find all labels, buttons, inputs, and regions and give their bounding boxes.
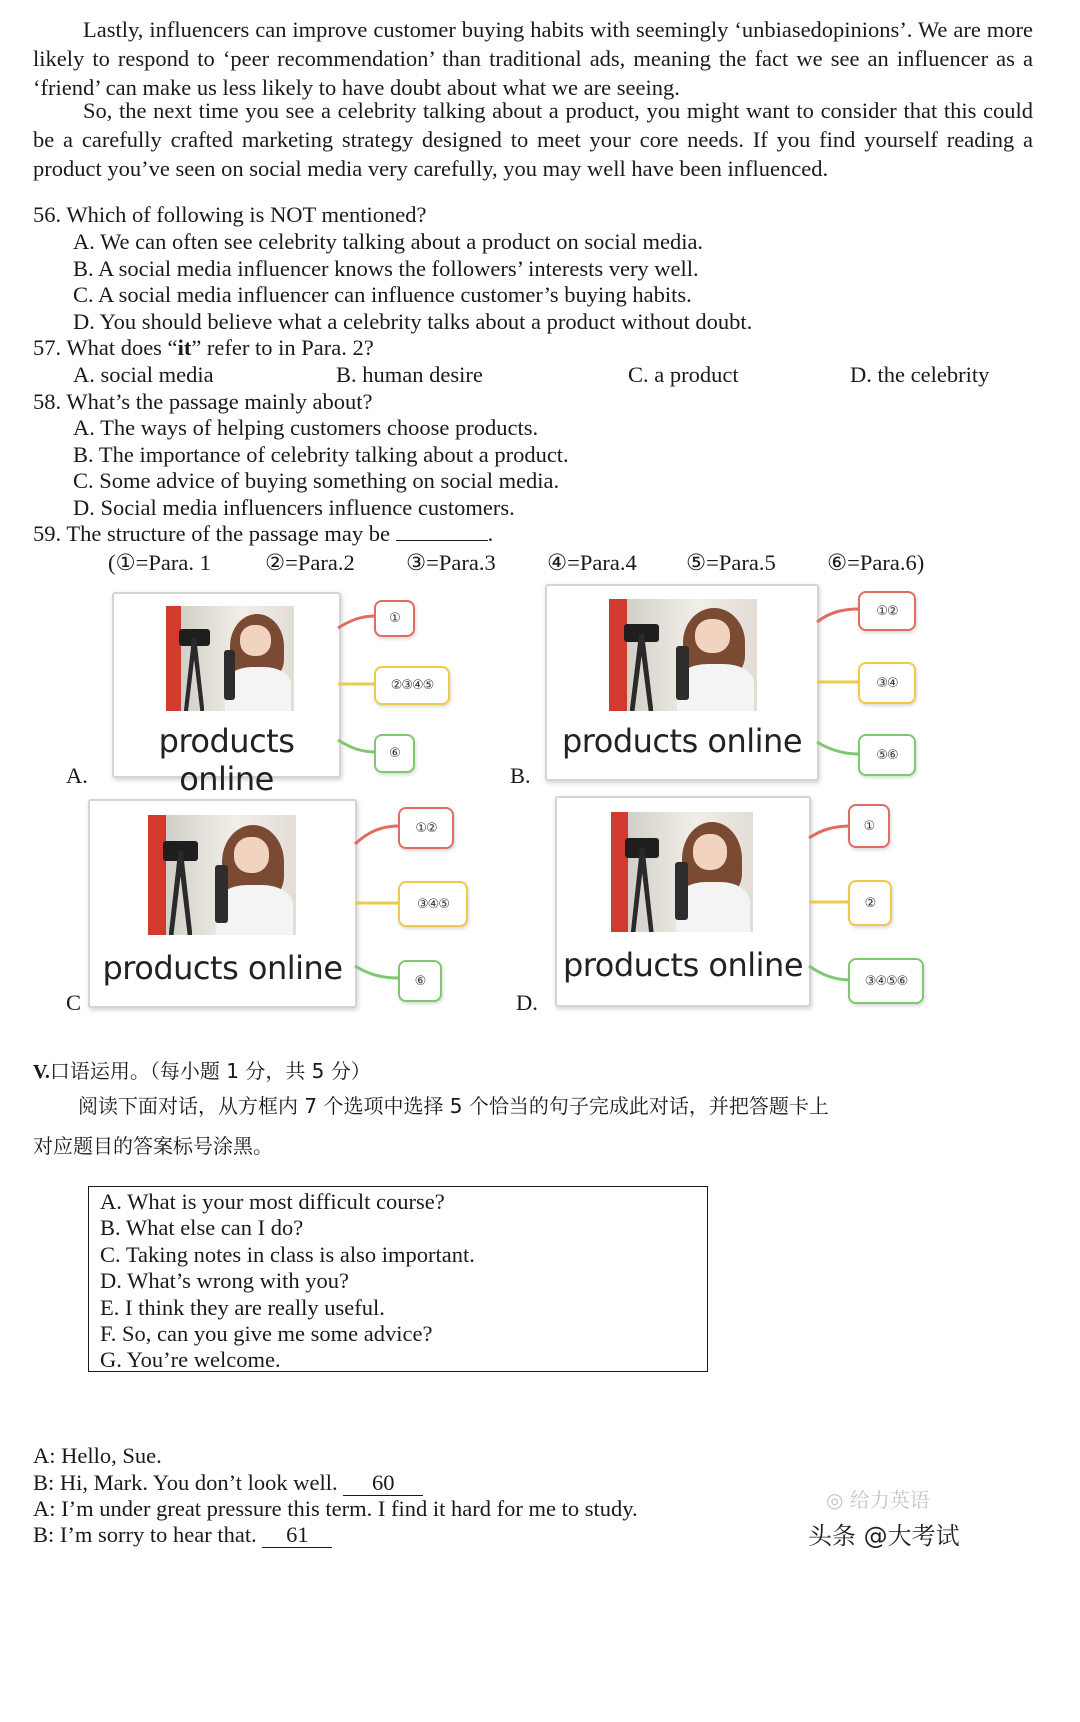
mindmap-b-title: products online bbox=[561, 722, 803, 760]
mindmap-a-title: products online bbox=[158, 722, 295, 798]
question-59-legend-3: ③=Para.3 bbox=[406, 550, 496, 575]
mindmap-b-node-2: ③④ bbox=[858, 662, 916, 704]
question-56-option-c: C. A social media influencer can influence customer’s buying habits. bbox=[73, 282, 692, 307]
mindmap-c-node-2: ③④⑤ bbox=[398, 881, 468, 927]
section-5-heading bbox=[33, 1057, 371, 1086]
influencer-photo bbox=[609, 599, 757, 711]
mindmap-d-node-1: ① bbox=[848, 804, 890, 848]
question-57-option-c: C. a product bbox=[628, 362, 739, 387]
mindmap-d-node-2: ② bbox=[848, 880, 892, 926]
question-57-option-a: A. social media bbox=[73, 362, 214, 387]
dialogue-line-1: A: Hello, Sue. bbox=[33, 1443, 162, 1468]
question-59-legend-2: ②=Para.2 bbox=[265, 550, 355, 575]
question-56-option-b: B. A social media influencer knows the followers’ interests very well. bbox=[73, 256, 699, 281]
question-58-option-b: B. The importance of celebrity talking about a product. bbox=[73, 442, 569, 467]
options-box bbox=[88, 1186, 708, 1372]
mindmap-d-card bbox=[555, 796, 811, 1007]
option-g: G. You’re welcome. bbox=[100, 1347, 281, 1372]
question-59-blank bbox=[396, 540, 488, 541]
question-57-stem-keyword: it bbox=[177, 335, 192, 360]
section-5-heading-text: 口语运用。（每小题 1 分，共 5 分） bbox=[49, 1059, 371, 1083]
question-56-option-d: D. You should believe what a celebrity talks about a product without doubt. bbox=[73, 309, 753, 334]
blank-61: 61 bbox=[262, 1523, 332, 1548]
influencer-photo bbox=[166, 606, 294, 711]
mindmap-a-card bbox=[112, 592, 341, 798]
question-57-stem-end: ” refer to in Para. 2? bbox=[191, 335, 374, 360]
influencer-photo bbox=[148, 815, 296, 935]
question-59-legend-4: ④=Para.4 bbox=[547, 550, 637, 575]
mindmap-a-letter: A. bbox=[66, 763, 88, 788]
question-58-option-d: D. Social media influencers influence customers. bbox=[73, 495, 515, 520]
question-57-option-d: D. the celebrity bbox=[850, 362, 990, 387]
question-59-legend-6: ⑥=Para.6) bbox=[827, 550, 925, 575]
question-59-stem-period: . bbox=[487, 521, 494, 546]
section-5-instruction-line-1: 阅读下面对话，从方框内 7 个选项中选择 5 个恰当的句子完成此对话，并把答题卡上 bbox=[78, 1094, 829, 1118]
mindmap-a-node-3: ⑥ bbox=[374, 734, 415, 773]
mindmap-b-node-1: ①② bbox=[858, 591, 916, 631]
blank-60: 60 bbox=[343, 1471, 423, 1496]
question-59-legend-5: ⑤=Para.5 bbox=[686, 550, 776, 575]
question-56-option-a: A. We can often see celebrity talking about a product on social media. bbox=[73, 229, 704, 254]
question-57-stem bbox=[33, 333, 374, 362]
dialogue-line-2-text: B: Hi, Mark. You don’t look well. bbox=[33, 1470, 338, 1495]
question-58-option-a: A. The ways of helping customers choose products. bbox=[73, 415, 539, 440]
question-59-legend-1: (①=Para. 1 bbox=[108, 550, 211, 575]
watermark-main: 头条 @大考试 bbox=[808, 1522, 960, 1550]
mindmap-c-node-1: ①② bbox=[398, 807, 454, 849]
question-58-stem: 58. What’s the passage mainly about? bbox=[33, 389, 373, 414]
question-58-option-c: C. Some advice of buying something on social media. bbox=[73, 468, 560, 493]
option-f: F. So, can you give me some advice? bbox=[100, 1321, 433, 1346]
watermark-icon: ◎ bbox=[826, 1488, 850, 1512]
watermark-faint bbox=[826, 1484, 930, 1513]
option-d: D. What’s wrong with you? bbox=[100, 1268, 349, 1293]
option-a: A. What is your most difficult course? bbox=[100, 1189, 445, 1214]
section-5-instruction-line-2: 对应题目的答案标号涂黑。 bbox=[33, 1134, 273, 1158]
dialogue-line-2 bbox=[33, 1468, 423, 1497]
watermark-faint-text: 给力英语 bbox=[849, 1488, 930, 1512]
dialogue-line-3: A: I’m under great pressure this term. I find it hard for me to study. bbox=[33, 1496, 638, 1521]
influencer-photo bbox=[611, 812, 753, 932]
mindmap-d-letter: D. bbox=[516, 990, 538, 1015]
mindmap-c-card bbox=[88, 799, 357, 1008]
passage-paragraph-so: So, the next time you see a celebrity talking about a product, you might want to consider that this could be a carefully crafted marketing strategy designed to meet your core needs. If you find yourself reading a product you’ve seen on social media very carefully, you may well have been influenced. bbox=[33, 98, 1033, 181]
dialogue-line-4 bbox=[33, 1520, 332, 1549]
option-b: B. What else can I do? bbox=[100, 1215, 304, 1240]
mindmap-a-node-2: ②③④⑤ bbox=[374, 666, 450, 705]
mindmap-d-title: products online bbox=[562, 946, 804, 984]
question-59-stem-text: 59. The structure of the passage may be bbox=[33, 521, 390, 546]
dialogue-line-4-text: B: I’m sorry to hear that. bbox=[33, 1522, 257, 1547]
mindmap-b-letter: B. bbox=[510, 763, 531, 788]
mindmap-b-card bbox=[545, 584, 819, 781]
question-59-stem bbox=[33, 519, 493, 548]
mindmap-a-node-1: ① bbox=[374, 600, 415, 637]
section-5-heading-number: V. bbox=[33, 1061, 50, 1083]
question-56-stem: 56. Which of following is NOT mentioned? bbox=[33, 202, 427, 227]
question-57-option-b: B. human desire bbox=[336, 362, 483, 387]
mindmap-c-node-3: ⑥ bbox=[398, 960, 442, 1002]
passage-paragraph-lastly: Lastly, influencers can improve customer buying habits with seemingly ‘unbiasedopinions’. We are more likely to respond to ‘peer recommendation’ than traditional ads, meaning the fact we see an influencer as a ‘friend’ can make us less likely to have doubt about what we are seeing. bbox=[33, 17, 1033, 100]
mindmap-c-letter: C bbox=[66, 990, 82, 1015]
option-e: E. I think they are really useful. bbox=[100, 1295, 385, 1320]
question-57-stem-start: 57. What does “ bbox=[33, 335, 178, 360]
option-c: C. Taking notes in class is also important. bbox=[100, 1242, 475, 1267]
mindmap-d-node-3: ③④⑤⑥ bbox=[848, 958, 924, 1004]
mindmap-c-title: products online bbox=[102, 949, 343, 987]
mindmap-b-node-3: ⑤⑥ bbox=[858, 734, 916, 776]
